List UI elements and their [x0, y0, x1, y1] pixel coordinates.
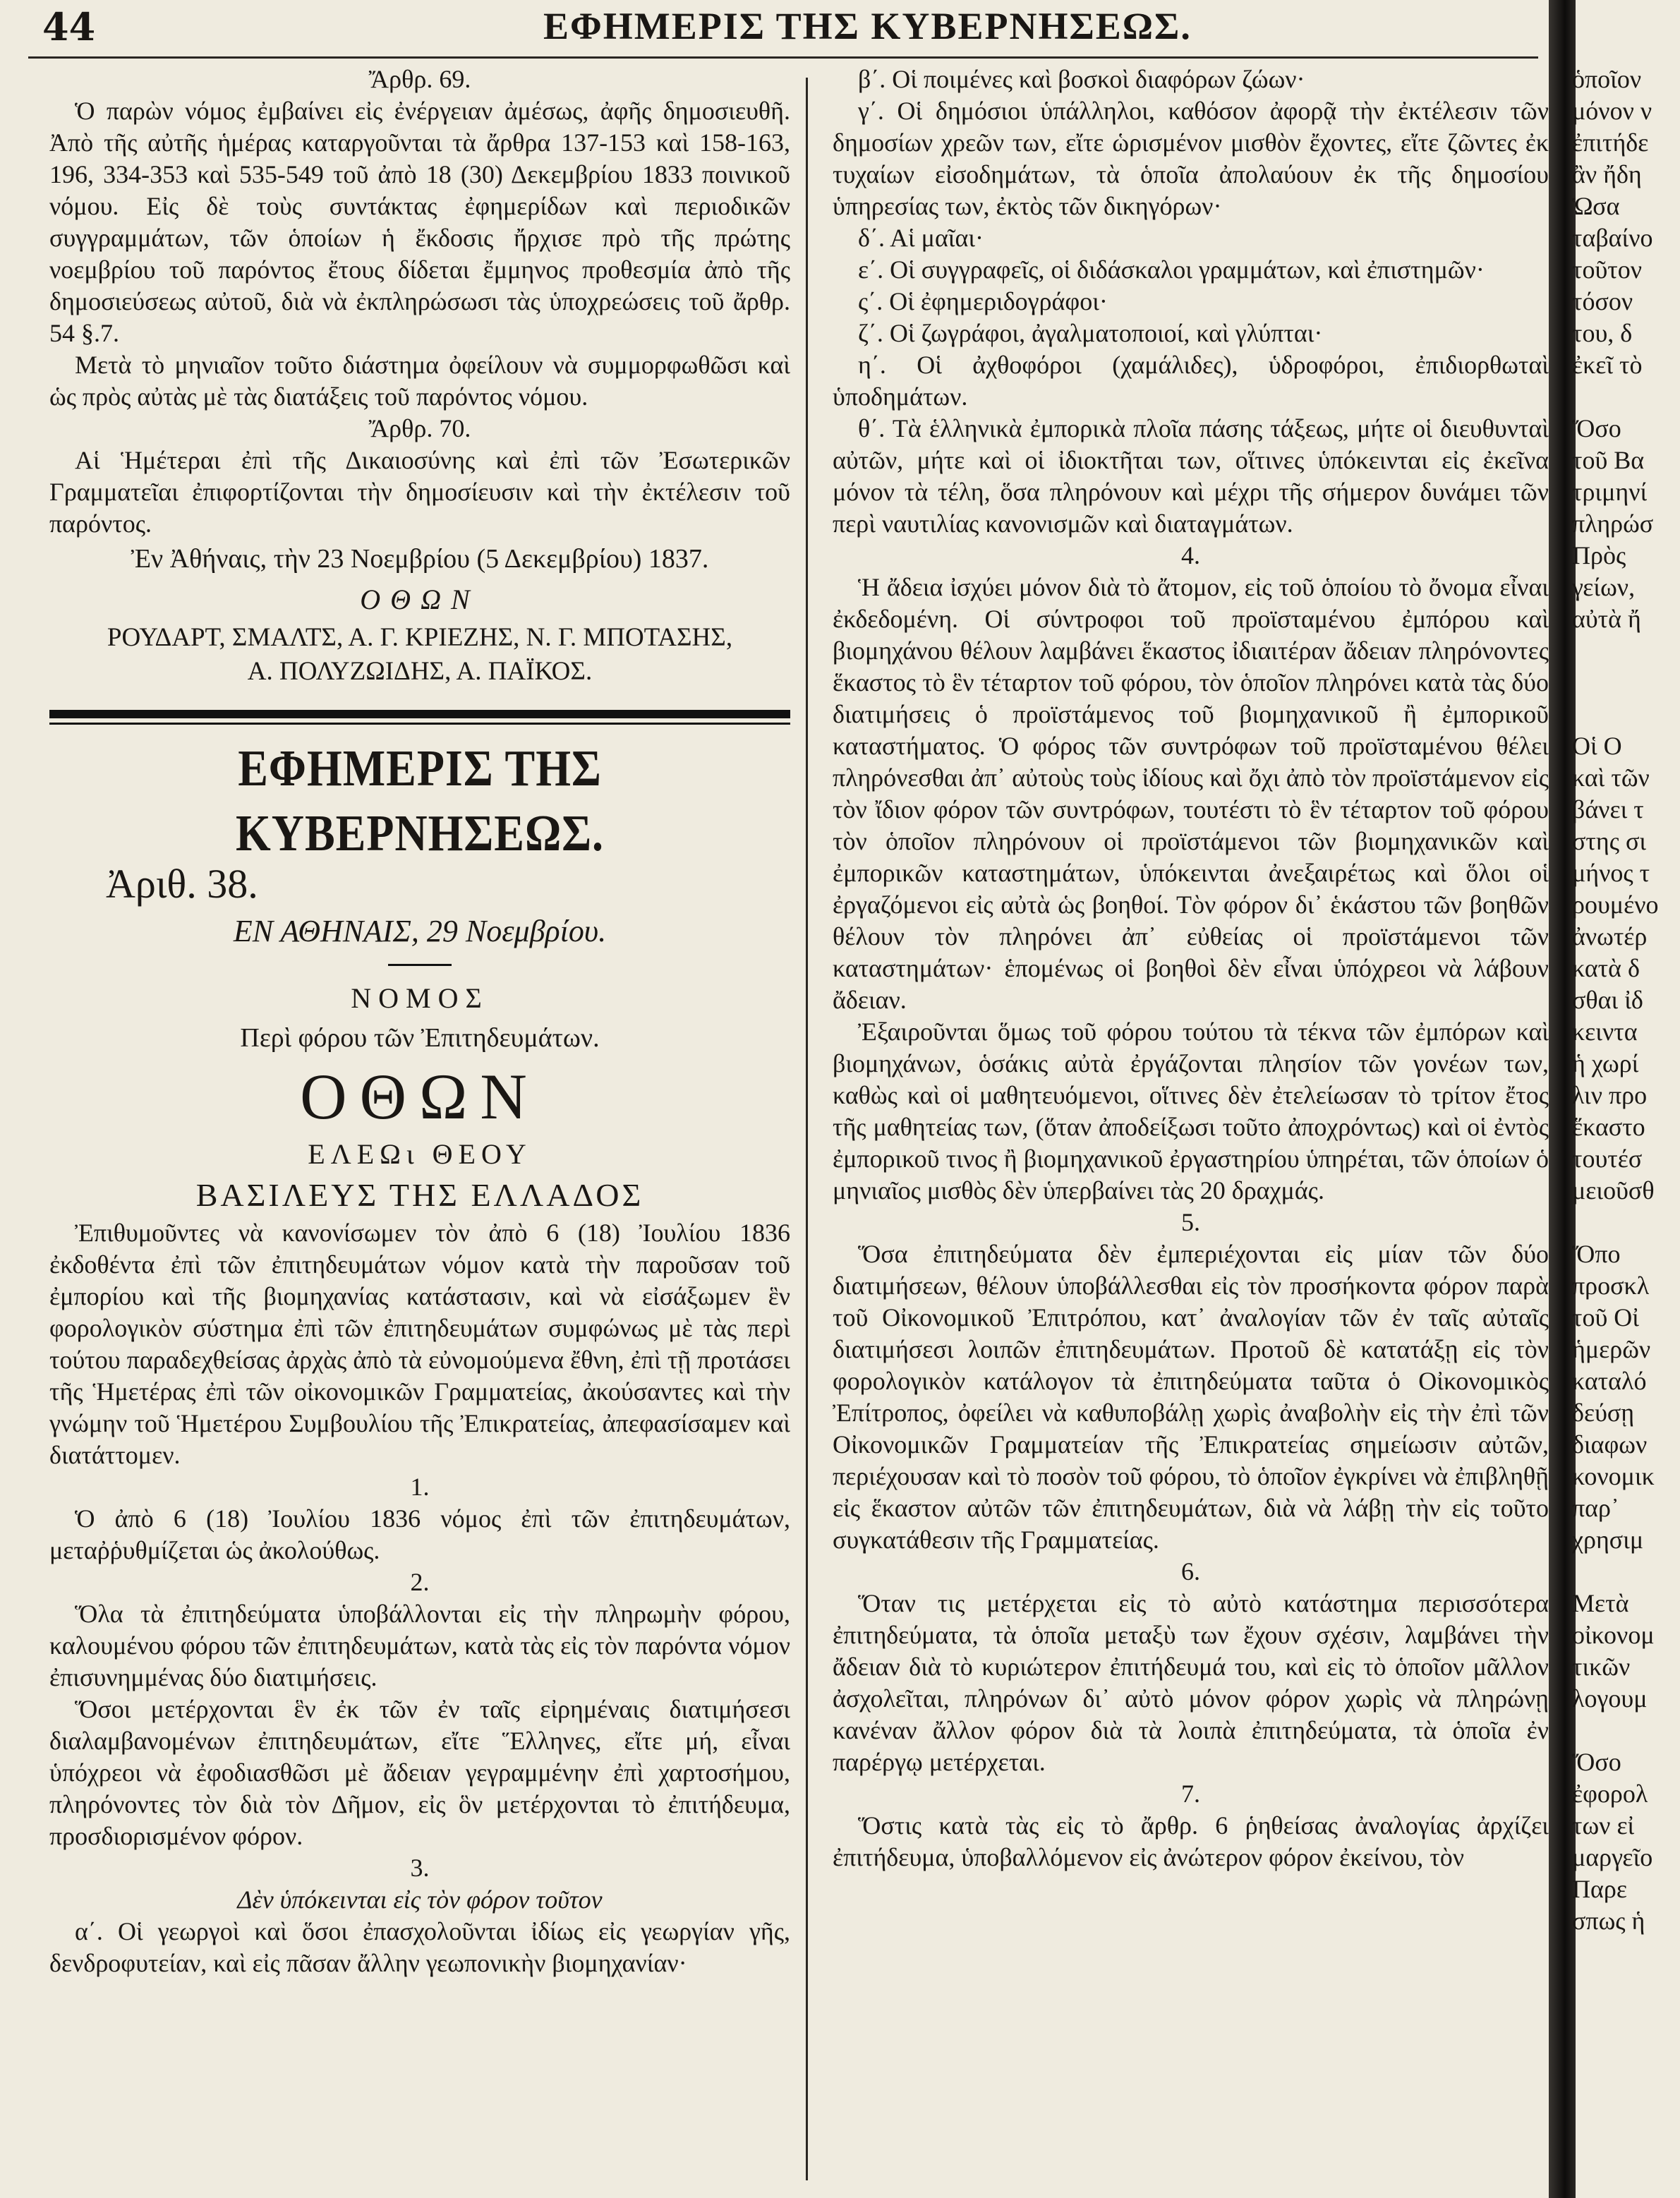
right-fragment-line: διαφων	[1572, 1430, 1648, 1459]
right-fragment-line: δεύσῃ	[1572, 1399, 1635, 1427]
section-1-number: 1.	[410, 1473, 430, 1501]
short-rule	[388, 964, 452, 966]
section-1-text: Ὁ ἀπὸ 6 (18) Ἰουλίου 1836 νόμος ἐπὶ τῶν ἐπιτηδευμάτων, μεταῤῥυθμίζεται ὡς ἀκολούθως.	[49, 1504, 790, 1564]
section-4-text-2: Ἐξαιροῦνται ὅμως τοῦ φόρου τούτου τὰ τέκνα τῶν ἐμπόρων καὶ βιομηχάνων, ὁσάκις αὐτὰ ἐργάζονται πλησίον τῶν γονέων των, καθὼς καὶ οἱ μαθητευόμενοι, οἵτινες δὲν ἐτελείωσαν τὸ τρίτον ἔτος τῆς μαθητείας των, (ὅταν ἀποδείξωσι τοῦτο ἀποχρόντως) καὶ οἱ ἐντὸς ἐμπορικοῦ τινος ἢ βιομηχανικοῦ ἐργαστηρίου ὑπηρέται, τῶν ὁποίων ὁ μηνιαῖος μισθὸς δὲν ὑπερβαίνει τὰς 20 δραχμάς.	[833, 1018, 1549, 1204]
section-3-item-h: η΄. Οἱ ἀχθοφόροι (χαμάλιδες), ὑδροφόροι, ἐπιδιορθωταὶ ὑποδημάτων.	[833, 351, 1549, 411]
header-rule	[28, 56, 1538, 59]
section-3-exemption-heading: Δὲν ὑπόκεινται εἰς τὸν φόρον τοῦτον	[237, 1885, 603, 1914]
right-fragment-line: Μετὰ	[1572, 1589, 1629, 1617]
masthead: ΕΦΗΜΕΡΙΣ ΤΗΣ ΚΥΒΕΡΝΗΣΕΩΣ.	[235, 739, 605, 862]
law-subject: Περὶ φόρου τῶν Ἐπιτηδευμάτων.	[240, 1023, 600, 1053]
section-5-number: 5.	[1181, 1208, 1200, 1236]
law-label: ΝΟΜΟΣ	[351, 982, 489, 1014]
right-fragment-line: ἡ χωρί	[1572, 1049, 1639, 1077]
page-number: 44	[42, 4, 96, 49]
by-grace-of-god: ΕΛΕΩι ΘΕΟΥ	[308, 1138, 532, 1170]
right-fragment-line: καὶ τῶν	[1572, 763, 1650, 792]
right-fragment-line: κειντα	[1572, 1018, 1638, 1046]
right-fragment-line: Ὅπο	[1572, 1240, 1621, 1268]
section-7-text: Ὅστις κατὰ τὰς εἰς τὸ ἄρθρ. 6 ῥηθείσας ἀναλογίας ἀρχίζει ἐπιτήδευμα, ὑποβαλλόμενον εἰς ἀνώτερον φόρον ἐκείνου, τὸν	[833, 1811, 1549, 1871]
right-fragment-line: ἐφορολ	[1572, 1780, 1648, 1808]
right-fragment-line: ταβαίνο	[1572, 224, 1653, 252]
right-fragment-line	[1572, 1715, 1680, 1746]
section-3-item-e: ε΄. Οἱ συγγραφεῖς, οἱ διδάσκαλοι γραμμάτων, καὶ ἐπιστημῶν·	[858, 255, 1485, 284]
section-2-number: 2.	[410, 1568, 430, 1596]
right-fragment-line	[1572, 381, 1680, 413]
right-fragment-line	[1572, 635, 1680, 667]
right-fragment-line: καταλό	[1572, 1367, 1647, 1395]
signing-date: Ἐν Ἀθήναις, τὴν 23 Νοεμβρίου (5 Δεκεμβρίου) 1837.	[131, 544, 709, 574]
section-3-item-g: γ΄. Οἱ δημόσιοι ὑπάλληλοι, καθόσον ἀφορᾷ τὴν ἐκτέλεσιν τῶν δημοσίων χρεῶν των, εἴτε ὡρισμένον μισθὸν ἔχοντες, εἴτε ζῶντες ἐκ τυχαίων εἰσοδημάτων, τὰ ὁποῖα ἀπολαύουν ἐκ τῆς δημοσίου ὑπηρεσίας των, ἐκτὸς τῶν δικηγόρων·	[833, 97, 1549, 220]
section-2-text-2: Ὅσοι μετέρχονται ἓν ἐκ τῶν ἐν ταῖς εἰρημέναις διατιμήσεσι διαλαμβανομένων ἐπιτηδευμάτων, εἴτε Ἕλληνες, εἴτε μή, εἶναι ὑπόχρεοι νὰ ἐφοδιασθῶσι μὲ ἄδειαν γεγραμμένην ἐπὶ χαρτοσήμου, πληρόνοντες τὸν διὰ τὸν Δῆμον, εἰς ὃν μετέρχονται τὸ ἐπιτήδευμα, προσδιορισμένον φόρον.	[49, 1695, 790, 1850]
right-fragment-line: στης σι	[1572, 827, 1647, 855]
section-6-number: 6.	[1181, 1557, 1200, 1586]
right-fragment-line: σπως ἡ	[1572, 1907, 1645, 1935]
place-date: ΕΝ ΑΘΗΝΑΙΣ, 29 Νοεμβρίου.	[233, 914, 607, 948]
right-fragment-line: ἐπιτήδε	[1572, 128, 1649, 157]
right-fragment-line: Παρε	[1572, 1875, 1627, 1903]
right-fragment-line: ἐκεῖ τὸ	[1572, 351, 1643, 379]
section-4-text: Ἡ ἄδεια ἰσχύει μόνον διὰ τὸ ἄτομον, εἰς τοῦ ὁποίου τὸ ὄνομα εἶναι ἐκδεδομένη. Οἱ σύντροφοι τοῦ προϊσταμένου ἐμπόρου καὶ βιομηχάνου θέλουν λαμβάνει ἕκαστος ἰδιαιτέραν ἄδειαν πληρόνοντες ἕκαστος τὸ ἓν τέταρτον τοῦ φόρου, τὸν ὁποῖον πληρόνει κατὰ τὰς δύο διατιμήσεις ὁ προϊστάμενος τοῦ βιομηχανικοῦ ἢ ἐμπορικοῦ καταστήματος. Ὁ φόρος τῶν συντρόφων τοῦ προϊσταμένου θέλει πληρόνεσθαι ἀπ᾿ αὐτοὺς τοὺς ἰδίους καὶ ὄχι ἀπὸ τὸν προϊστάμενον εἰς τὸν ἴδιον φόρον τῶν συντρόφων, τουτέστι τὸ ἓν τέταρτον τοῦ φόρου τὸν ὁποῖον πληρόνουν οἱ προϊστάμενοι τῶν βιομηχανικῶν καὶ ἐμπορικῶν καταστημάτων, ὑπόκεινται ἀνεξαιρέτως καὶ ὅλοι οἱ ἐργαζόμενοι εἰς αὐτὰ ὡς βοηθοί. Τὸν φόρον δι᾿ ἑκάστου τῶν βοηθῶν θέλουν τὸν πληρόνει ἀπ᾿ εὐθείας οἱ προϊστάμενοι τῶν καταστημάτων· ἑπομένως οἱ βοηθοὶ δὲν εἶναι ὑπόχρεοι νὰ λάβουν ἄδειαν.	[833, 573, 1549, 1014]
right-fragment-line	[1572, 699, 1680, 730]
right-fragment-line: αὐτὰ ἤ	[1572, 605, 1641, 633]
right-fragment-line: βάνει τ	[1572, 795, 1644, 823]
right-fragment-line: του, δ	[1572, 319, 1633, 347]
right-fragment-line: Οἱ Ο	[1572, 732, 1622, 760]
article-69-heading: Ἄρθρ. 69.	[368, 65, 471, 93]
right-column-fragment	[1572, 64, 1680, 1937]
article-70-text: Αἱ Ἡμέτεραι ἐπὶ τῆς Δικαιοσύνης καὶ ἐπὶ τῶν Ἐσωτερικῶν Γραμματεῖαι ἐπιφορτίζονται τὴν δημοσίευσιν καὶ τὴν ἐκτέλεσιν τοῦ παρόντος.	[49, 446, 790, 538]
section-thick-rule	[49, 710, 790, 718]
section-3-item-z: ζ΄. Οἱ ζωγράφοι, ἀγαλματοποιοί, καὶ γλύπται·	[858, 319, 1323, 347]
right-fragment-line: Ὅσο	[1572, 414, 1621, 442]
right-fragment-line: ἕκαστο	[1572, 1113, 1645, 1141]
right-fragment-line: λογουμ	[1572, 1684, 1648, 1713]
section-6-text: Ὅταν τις μετέρχεται εἰς τὸ αὐτὸ κατάστημα περισσότερα ἐπιτηδεύματα, τὰ ὁποῖα μεταξὺ των ἔχουν σχέσιν, λαμβάνει τὴν ἄδειαν διὰ τὸ κυριώτερον ἐπιτήδευμά του, καὶ εἰς τὸ ὁποῖον μᾶλλον ἀσχολεῖται, πληρόνων δι᾿ αὐτὸ μόνον φόρον χωρὶς νὰ πληρώνῃ κανέναν ἄλλον φόρον διὰ τὰ λοιπὰ ἐπιτηδεύματα, τὰ ὁποῖα ἐν παρέργῳ μετέρχεται.	[833, 1589, 1549, 1776]
right-fragment-line: παρ᾿	[1572, 1494, 1619, 1522]
section-5-text: Ὅσα ἐπιτηδεύματα δὲν ἐμπεριέχονται εἰς μίαν τῶν δύο διατιμήσεων, θέλουν ὑποβάλλεσθαι εἰς τὸν προσήκοντα φόρον παρὰ τοῦ Οἰκονομικοῦ Ἐπιτρόπου, κατ᾿ ἀναλογίαν τῶν ἐν ταῖς αὐταῖς διατιμήσεσι λοιπῶν ἐπιτηδευμάτων. Προτοῦ δὲ κατατάξῃ εἰς τὸν φορολογικὸν κατάλογον τὰ ἐπιτηδεύματα ταῦτα ὁ Οἰκονομικὸς Ἐπίτροπος, ὀφείλει νὰ καθυποβάλῃ χωρὶς ἀναβολὴν εἰς τὴν ἐπὶ τῶν Οἰκονομικῶν Γραμματείαν τῆς Ἐπικρατείας σημείωσιν αὐτῶν, περιέχουσαν καὶ τὸ ποσὸν τοῦ φόρου, τὸ ὁποῖον ἐγκρίνει νὰ ἐπιβληθῇ εἰς ἕκαστον αὐτῶν τῶν ἐπιτηδευμάτων, διὰ νὰ λάβῃ τὴν εἰς τοῦτο συγκατάθεσιν τῆς Γραμματείας.	[833, 1240, 1549, 1554]
right-fragment-line: τριμηνί	[1572, 478, 1648, 506]
right-fragment-line: σθαι ἰδ	[1572, 986, 1643, 1014]
king-title: ΒΑΣΙΛΕΥΣ ΤΗΣ ΕΛΛΑΔΟΣ	[195, 1177, 644, 1213]
right-fragment-line: τουτέσ	[1572, 1145, 1643, 1173]
right-fragment-line: ἂν ἤδη	[1572, 160, 1642, 188]
right-fragment-line: των εἰ	[1572, 1811, 1635, 1840]
right-fragment-line	[1572, 1207, 1680, 1238]
ministers-line-2: Α. ΠΟΛΥΖΩΙΔΗΣ, Α. ΠΑΪΚΟΣ.	[247, 657, 593, 686]
signature-sovereign: ΟΘΩΝ	[360, 584, 480, 615]
left-column	[49, 64, 790, 1979]
section-thin-rule	[49, 723, 790, 725]
right-fragment-line: τικῶν	[1572, 1653, 1631, 1681]
column-divider	[806, 78, 808, 2180]
section-3-item-b: β΄. Οἱ ποιμένες καὶ βοσκοὶ διαφόρων ζώων·	[858, 65, 1305, 93]
right-fragment-line: τοῦ Βα	[1572, 446, 1645, 474]
section-3-item-th: θ΄. Τὰ ἑλληνικὰ ἐμπορικὰ πλοῖα πάσης τάξεως, μήτε οἱ διευθυνταὶ αὐτῶν, μήτε καὶ οἱ ἰδιοκτῆται των, οἵτινες ὑπόκεινται εἰς ἐκεῖνα μόνον τὰ τέλη, ὅσα πληρόνουν καὶ μέχρι τῆς σήμερον δυνάμει τῶν περὶ ναυτιλίας κανονισμῶν καὶ διαταγμάτων.	[833, 414, 1549, 538]
right-fragment-line: ἀνωτέρ	[1572, 922, 1648, 950]
running-title: ΕΦΗΜΕΡΙΣ ΤΗΣ ΚΥΒΕΡΝΗΣΕΩΣ.	[543, 5, 1192, 47]
article-70-heading: Ἄρθρ. 70.	[368, 414, 471, 442]
article-69-text-2: Μετὰ τὸ μηνιαῖον τοῦτο διάστημα ὀφείλουν νὰ συμμορφωθῶσι καὶ ὡς πρὸς αὐτὰς μὲ τὰς διατάξεις τοῦ παρόντος νόμου.	[49, 351, 790, 411]
right-fragment-line: ρουμένο	[1572, 890, 1659, 919]
right-fragment-line: Ὅσο	[1572, 1748, 1621, 1776]
section-7-number: 7.	[1181, 1780, 1200, 1808]
right-fragment-line: κονομικ	[1572, 1462, 1655, 1490]
right-fragment-line: ὁποῖον	[1572, 65, 1642, 93]
right-fragment-line: οἰκονομ	[1572, 1621, 1655, 1649]
right-fragment-line: μήνος τ	[1572, 859, 1650, 887]
right-fragment-line	[1572, 667, 1680, 699]
section-3-item-a: α΄. Οἱ γεωργοὶ καὶ ὅσοι ἐπασχολοῦνται ἰδίως εἰς γεωργίαν γῆς, δενδροφυτείαν, καὶ εἰς πᾶσαν ἄλλην γεωπονικὴν βιομηχανίαν·	[49, 1917, 790, 1977]
right-fragment-line: χρησιμ	[1572, 1526, 1644, 1554]
right-fragment-line: τοῦ Οἰ	[1572, 1303, 1639, 1332]
right-fragment-line: μαργεῖο	[1572, 1843, 1653, 1871]
king-name: ΟΘΩΝ	[300, 1061, 540, 1133]
right-fragment-line: λιν προ	[1572, 1081, 1648, 1109]
right-fragment-line: Ὡσα	[1572, 192, 1620, 220]
section-3-number: 3.	[410, 1854, 430, 1882]
right-fragment-line: τόσον	[1572, 287, 1633, 315]
right-fragment-line: ἡμερῶν	[1572, 1335, 1651, 1363]
right-fragment-line: μόνον ν	[1572, 97, 1652, 125]
preamble: Ἐπιθυμοῦντες νὰ κανονίσωμεν τὸν ἀπὸ 6 (18) Ἰουλίου 1836 ἐκδοθέντα ἐπὶ τῶν ἐπιτηδευμάτων νόμον κατὰ τὴν παροῦσαν τοῦ ἐμπορίου καὶ τῆς βιομηχανίας κατάστασιν, καὶ νὰ εἰσάξωμεν ἓν φορολογικὸν σύστημα ἐπὶ τῶν ἐπιτηδευμάτων συμφώνως μὲ τὰς περὶ τούτου παραδεχθείσας ἀρχὰς ἀπὸ τὰ εὐνομούμενα ἔθνη, ἐπὶ τῇ προτάσει τῆς Ἡμετέρας ἐπὶ τῶν οἰκονομικῶν Γραμματείας, ἀκούσαντες καὶ τὴν γνώμην τοῦ Ἡμετέρου Συμβουλίου τῆς Ἐπικρατείας, ἀπεφασίσαμεν καὶ διατάττομεν.	[49, 1219, 790, 1469]
right-fragment-line: προσκλ	[1572, 1272, 1650, 1300]
right-fragment-line: πληρώσ	[1572, 509, 1654, 538]
right-fragment-line: Πρὸς	[1572, 541, 1626, 569]
article-69-text: Ὁ παρὼν νόμος ἐμβαίνει εἰς ἐνέργειαν ἀμέσως, ἀφῆς δημοσιευθῆ. Ἀπὸ τῆς αὐτῆς ἡμέρας καταργοῦνται τὰ ἄρθρα 137-153 καὶ 158-163, 196, 334-353 καὶ 535-549 τοῦ ἀπὸ 18 (30) Δεκεμβρίου 1833 ποινικοῦ νόμου. Εἰς δὲ τοὺς συντάκτας ἐφημερίδων καὶ περιοδικῶν συγγραμμάτων, τῶν ὁποίων ἡ ἔκδοσις ἤρχισε πρὸ τῆς πρώτης νοεμβρίου τοῦ παρόντος ἔτους δίδεται ἔμμηνος προθεσμία ἀπὸ τῆς δημοσιεύσεως αὐτοῦ, διὰ νὰ ἐκπληρώσωσι τὰς ὑποχρεώσεις τοῦ ἄρθρ. 54 §.7.	[49, 97, 790, 347]
section-3-item-d: δ΄. Αἱ μαῖαι·	[858, 224, 984, 252]
section-4-number: 4.	[1181, 541, 1200, 569]
right-fragment-line: μειοῦσθ	[1572, 1176, 1655, 1204]
right-fragment-line	[1572, 1556, 1680, 1588]
right-fragment-line: τοῦτον	[1572, 255, 1643, 284]
section-3-item-st: ς΄. Οἱ ἐφημεριδογράφοι·	[858, 287, 1108, 315]
middle-column	[833, 64, 1549, 1873]
right-fragment-line: κατὰ δ	[1572, 954, 1640, 982]
section-2-text: Ὅλα τὰ ἐπιτηδεύματα ὑποβάλλονται εἰς τὴν πληρωμὴν φόρου, καλουμένου φόρου τῶν ἐπιτηδευμάτων, κατὰ τὰς εἰς τὸν παρόντα νόμον ἐπισυνημμένας δύο διατιμήσεις.	[49, 1600, 790, 1691]
issue-number: Ἀριθ. 38.	[106, 861, 258, 907]
right-fragment-line: γείων,	[1572, 573, 1636, 601]
ministers-line-1: ΡΟΥΔΑΡΤ, ΣΜΑΛΤΣ, Α. Γ. ΚΡΙΕΖΗΣ, Ν. Γ. ΜΠΟΤΑΣΗΣ,	[107, 623, 733, 652]
